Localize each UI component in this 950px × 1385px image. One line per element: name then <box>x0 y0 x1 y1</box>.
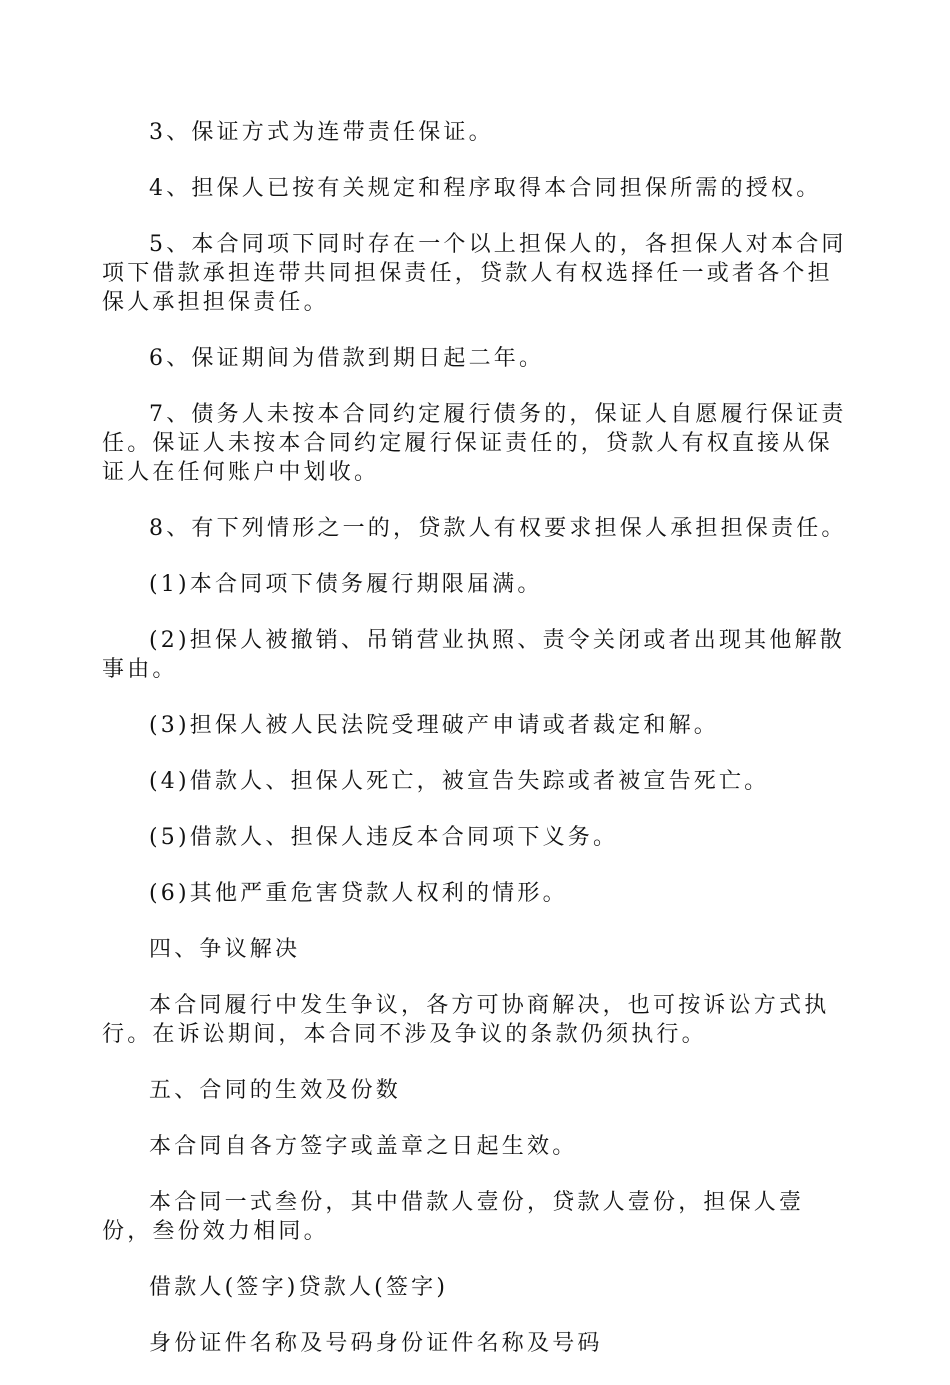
list-item-condition-1: (1)本合同项下债务履行期限届满。 <box>149 572 543 597</box>
paragraph-effective-date: 本合同自各方签字或盖章之日起生效。 <box>149 1134 578 1159</box>
paragraph-authorization: 4、担保人已按有关规定和程序取得本合同担保所需的授权。 <box>149 176 822 201</box>
id-document-line: 身份证件名称及号码身份证件名称及号码 <box>149 1331 603 1356</box>
paragraph-guarantee-method: 3、保证方式为连带责任保证。 <box>149 120 494 145</box>
paragraph-copies: 本合同一式叁份，其中借款人壹份，贷款人壹份，担保人壹份，叁份效力相同。 <box>102 1190 805 1244</box>
paragraph-dispute-resolution: 本合同履行中发生争议，各方可协商解决，也可按诉讼方式执行。在诉讼期间，本合同不涉及争议的条款仍须执行。 <box>102 993 830 1047</box>
paragraph-multiple-guarantors: 5、本合同项下同时存在一个以上担保人的，各担保人对本合同项下借款承担连带共同担保责任，贷款人有权选择任一或者各个担保人承担担保责任。 <box>102 232 847 315</box>
section-heading-dispute: 四、争议解决 <box>149 937 301 962</box>
paragraph-conditions-intro: 8、有下列情形之一的，贷款人有权要求担保人承担担保责任。 <box>149 516 847 541</box>
section-heading-effectiveness: 五、合同的生效及份数 <box>149 1078 402 1103</box>
list-item-condition-3: (3)担保人被人民法院受理破产申请或者裁定和解。 <box>149 713 719 738</box>
signature-line: 借款人(签字)贷款人(签字) <box>149 1275 449 1300</box>
paragraph-debtor-default: 7、债务人未按本合同约定履行债务的，保证人自愿履行保证责任。保证人未按本合同约定履行保证责任的，贷款人有权直接从保证人在任何账户中划收。 <box>102 402 847 485</box>
list-item-condition-5: (5)借款人、担保人违反本合同项下义务。 <box>149 825 619 850</box>
document-page <box>102 118 850 1385</box>
list-item-condition-2: (2)担保人被撤销、吊销营业执照、责令关闭或者出现其他解散事由。 <box>102 628 845 682</box>
list-item-condition-6: (6)其他严重危害贷款人权利的情形。 <box>149 881 568 906</box>
list-item-condition-4: (4)借款人、担保人死亡，被宣告失踪或者被宣告死亡。 <box>149 769 770 794</box>
paragraph-guarantee-period: 6、保证期间为借款到期日起二年。 <box>149 346 545 371</box>
